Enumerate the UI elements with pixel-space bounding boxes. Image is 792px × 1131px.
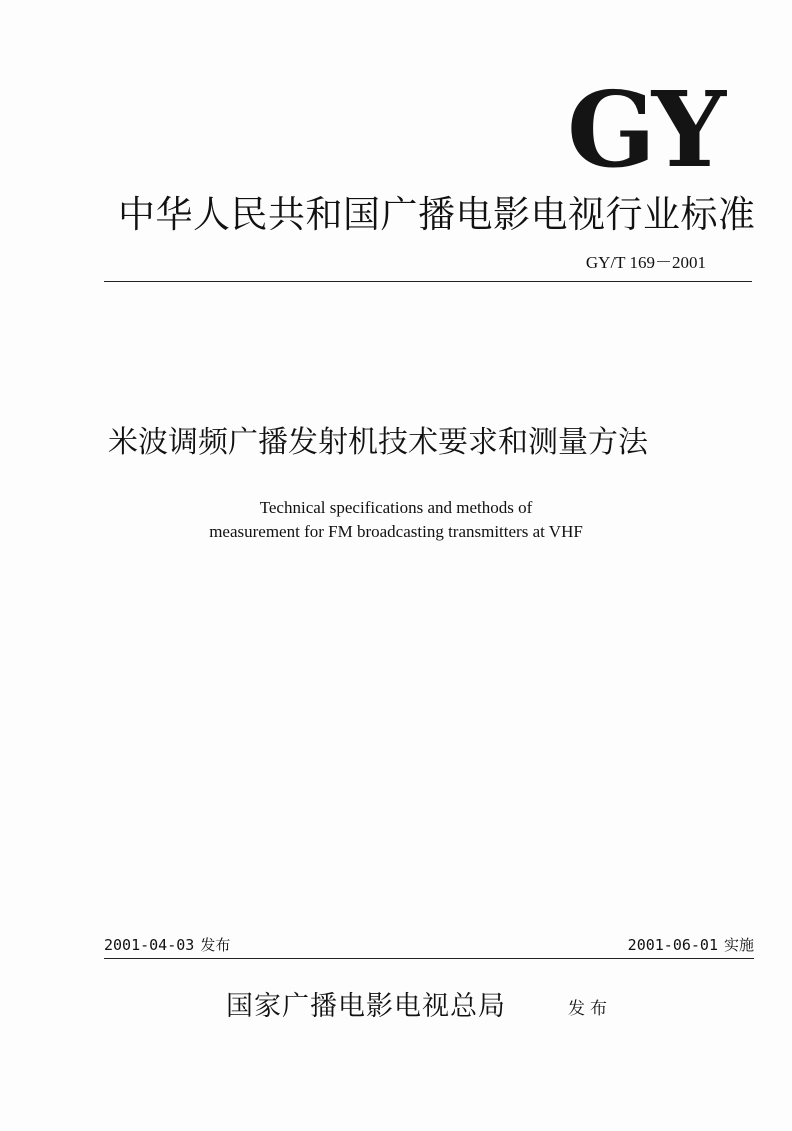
publish-label: 发布 [568,999,612,1019]
implement-date-block [628,938,754,953]
publisher-name: 国家广播电影电视总局 [226,991,506,1022]
date-row [104,938,754,960]
document-title-chinese: 米波调频广播发射机技术要求和测量方法 [108,425,648,460]
issue-date-block [104,938,230,953]
english-title-line-2: measurement for FM broadcasting transmitters at VHF [209,522,583,541]
gy-logo: GY [566,68,722,191]
org-title: 中华人民共和国广播电影电视行业标准 [118,193,756,236]
english-title-line-1: Technical specifications and methods of [259,498,533,517]
issue-label: 发布 [200,936,231,954]
implement-date: 2001-06-01 [627,936,718,954]
header-divider [104,281,752,282]
implement-label: 实施 [723,936,754,954]
document-title-english [0,496,792,544]
standard-number: GY/T 169－2001 [585,253,706,272]
date-divider [104,958,754,959]
issue-date: 2001-04-03 [104,936,195,954]
